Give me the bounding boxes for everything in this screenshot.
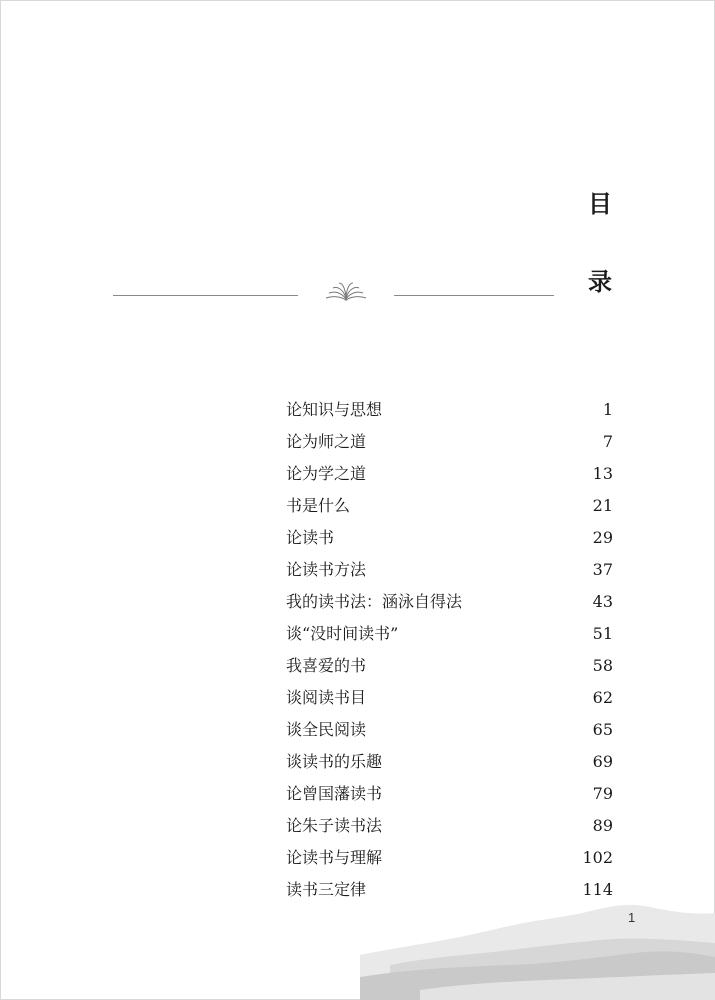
toc-entry-page: 43 xyxy=(592,592,613,611)
toc-entry-page: 114 xyxy=(582,880,613,899)
toc-entry-title: 论为师之道 xyxy=(286,432,367,451)
toc-entry[interactable] xyxy=(286,522,613,554)
title-char-mu: 目 xyxy=(588,189,612,218)
mountain-landscape-decoration xyxy=(360,895,715,1000)
toc-entry-page: 69 xyxy=(592,752,613,771)
toc-entry[interactable] xyxy=(286,714,613,746)
toc-entry-title: 论曾国藩读书 xyxy=(286,784,383,803)
toc-entry-page: 37 xyxy=(592,560,613,579)
toc-entry-page: 51 xyxy=(592,624,613,643)
toc-entry-page: 29 xyxy=(592,528,613,547)
toc-entry-page: 21 xyxy=(592,496,613,515)
toc-entry-page: 89 xyxy=(592,816,613,835)
toc-entry[interactable] xyxy=(286,586,613,618)
rule-left xyxy=(113,295,298,296)
toc-entry-page: 62 xyxy=(592,688,613,707)
toc-entry-page: 13 xyxy=(592,464,613,483)
toc-entry-title: 论知识与思想 xyxy=(286,400,383,419)
toc-entry-title: 论为学之道 xyxy=(286,464,367,483)
toc-entry-title: 论读书方法 xyxy=(286,560,367,579)
toc-entry-page: 58 xyxy=(592,656,613,675)
toc-entry[interactable] xyxy=(286,458,613,490)
toc-entry-title: 谈全民阅读 xyxy=(286,720,367,739)
rule-right xyxy=(394,295,554,296)
toc-entry[interactable] xyxy=(286,778,613,810)
toc-entry-page: 7 xyxy=(602,432,613,451)
toc-entry[interactable] xyxy=(286,810,613,842)
toc-entry-page: 102 xyxy=(582,848,613,867)
toc-entry[interactable] xyxy=(286,650,613,682)
toc-entry-title: 谈阅读书目 xyxy=(286,688,367,707)
toc-entry-title: 谈读书的乐趣 xyxy=(286,752,383,771)
toc-entry-page: 1 xyxy=(602,400,613,419)
page-number: 1 xyxy=(628,910,636,925)
toc-entry[interactable] xyxy=(286,426,613,458)
toc-entry[interactable] xyxy=(286,746,613,778)
toc-entry[interactable] xyxy=(286,490,613,522)
toc-entry[interactable] xyxy=(286,394,613,426)
toc-entry-title: 我的读书法：涵泳自得法 xyxy=(286,592,463,611)
toc-entry[interactable] xyxy=(286,554,613,586)
open-book-icon xyxy=(324,279,368,303)
toc-entry[interactable] xyxy=(286,682,613,714)
toc-entry-title: 读书三定律 xyxy=(286,880,367,899)
title-char-lu: 录 xyxy=(588,267,612,296)
toc-entry-title: 我喜爱的书 xyxy=(286,656,367,675)
toc-entry-page: 79 xyxy=(592,784,613,803)
toc-entry-title: 谈“没时间读书” xyxy=(286,624,399,643)
toc-entry-title: 论读书与理解 xyxy=(286,848,383,867)
table-of-contents xyxy=(286,394,613,906)
toc-entry[interactable] xyxy=(286,842,613,874)
toc-entry-title: 论朱子读书法 xyxy=(286,816,383,835)
toc-entry-title: 论读书 xyxy=(286,528,335,547)
toc-entry-page: 65 xyxy=(592,720,613,739)
toc-entry[interactable] xyxy=(286,618,613,650)
toc-entry-title: 书是什么 xyxy=(286,496,351,515)
